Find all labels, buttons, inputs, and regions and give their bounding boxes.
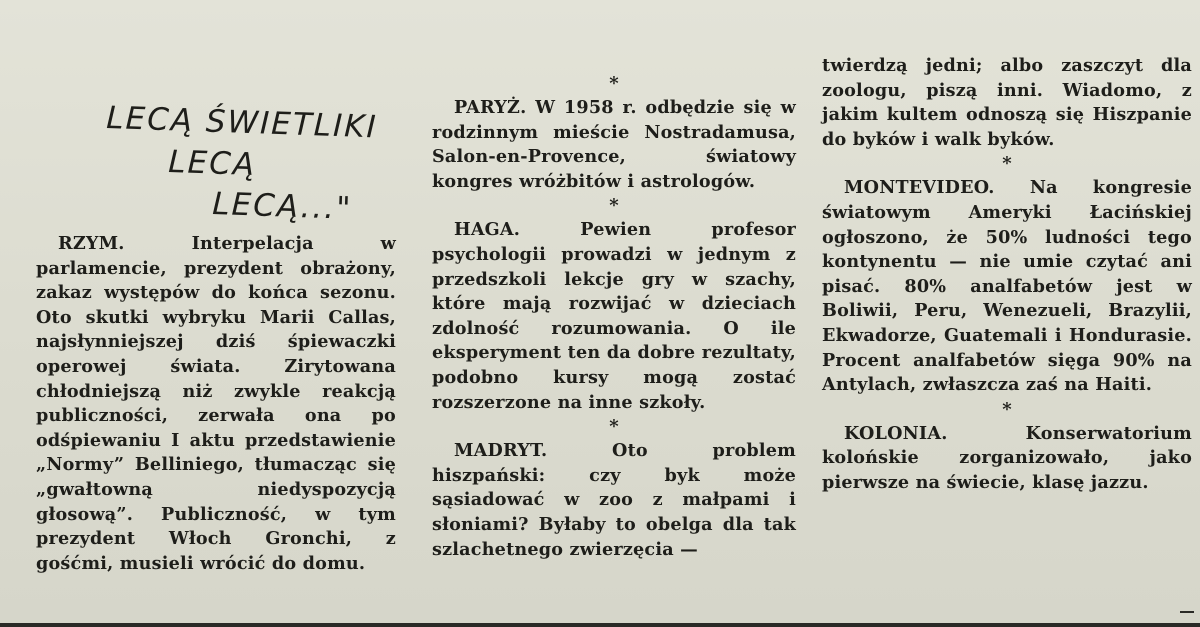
separator-star: * (609, 416, 619, 438)
page-bottom-edge (0, 623, 1200, 627)
article-kolonia (822, 422, 1192, 496)
article-madryt (432, 439, 796, 562)
headline-line-3: LECĄ..." (211, 186, 354, 227)
handwritten-headline (100, 86, 379, 227)
article-lead: PARYŻ. (454, 97, 527, 118)
headline-line-2: LECĄ (167, 144, 257, 184)
article-text: Pewien profesor psychologii prowadzi w jednym z przedszkoli lekcje gry w szachy, które mają rozwijać w dzieciach zdolność rozumowania. O ile eksperyment ten da dobre rezultaty, podobno kursy mogą zostać rozszerzone na inne szkoły. (432, 219, 796, 413)
article-madryt-continuation: twierdzą jedni; albo zaszczyt dla zoologu, piszą inni. Wiadomo, z jakim kultem odnoszą się Hiszpanie do byków i walk byków. (822, 55, 1192, 150)
column-3 (822, 54, 1192, 496)
corner-rule (1180, 611, 1194, 613)
separator-star: * (1002, 153, 1012, 175)
separator-star: * (609, 195, 619, 217)
article-text: Konserwatorium kolońskie zorganizowało, jako pierwsze na świecie, klasę jazzu. (822, 422, 1192, 493)
headline-line-1: LECĄ ŚWIETLIKI (105, 100, 379, 146)
article-lead: MADRYT. (454, 440, 548, 462)
separator-star: * (1002, 398, 1012, 420)
separator-star: * (609, 73, 619, 94)
article-text: Interpelacja w parlamencie, prezydent obrażony, zakaz występów do końca sezonu. Oto skutki wybryku Marii Callas, najsłynniejszej dziś śpiewaczki operowej świata. Zirytowana chłodniejszą niż zwykle reakcją publiczności, zerwała ona po odśpiewaniu I aktu przedstawienie „Normy” Belliniego, tłumacząc się „gwałtowną niedyspozycją głosową”. Publiczność, w tym prezydent Włoch Gronchi, z gośćmi, musieli wrócić do domu. (36, 233, 396, 574)
article-lead: KOLONIA. (844, 422, 948, 444)
article-text: Oto problem hiszpański: czy byk może sąsiadować w zoo z małpami i słoniami? Byłaby to obelga dla tak szlachetnego zwierzęcia — (432, 440, 796, 560)
article-haga (432, 218, 796, 415)
article-lead: HAGA. (454, 219, 521, 241)
article-text: Na kongresie światowym Ameryki Łacińskiej ogłoszono, że 50% ludności tego kontynentu — nie umie czytać ani pisać. 80% analfabetów jest w Boliwii, Peru, Wenezueli, Brazylii, Ekwadorze, Guatemali i Hondurasie. Procent analfabetów sięga 90% na Antylach, zwłaszcza zaś na Haiti. (822, 177, 1192, 396)
article-montevideo (822, 176, 1192, 397)
column-2 (432, 72, 796, 562)
article-lead: MONTEVIDEO. (844, 177, 995, 199)
column-1 (36, 232, 396, 576)
article-text: W 1958 r. odbędzie się w rodzinnym mieście Nostradamusa, Salon-en-Provence, światowy kongres wróżbitów i astrologów. (432, 97, 797, 192)
headline-lettering (100, 86, 379, 227)
article-rzym (36, 232, 396, 576)
article-lead: RZYM. (58, 233, 125, 254)
article-paryz (432, 96, 796, 194)
